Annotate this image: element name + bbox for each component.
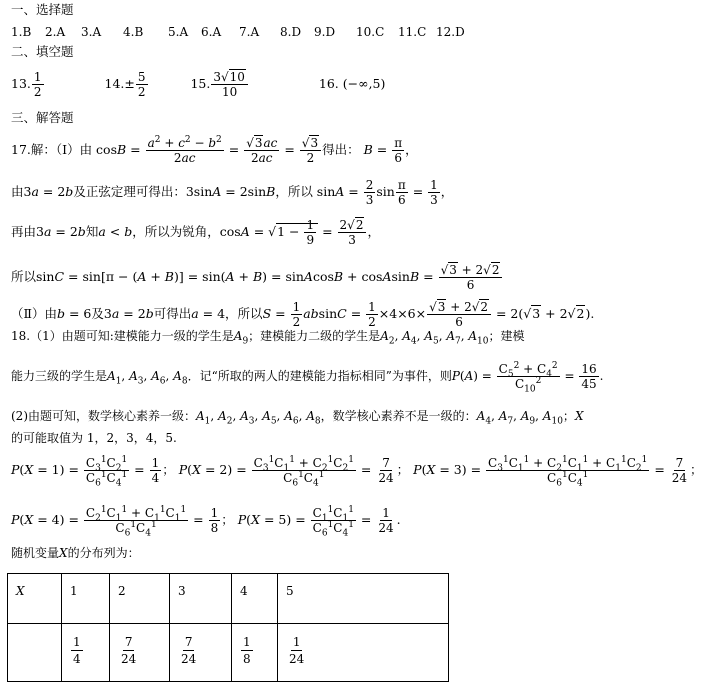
table-prob-row [8,624,449,682]
table-cell: 3 [170,574,232,624]
distribution-table [7,573,449,682]
q17-line-3: 再由3a = 2b知a < b，所以为锐角，cosA = √1 − $\frac{1}{9}$ = $\frac{2√2}{3}$ ， [11,218,380,247]
answer-9: 9.D [314,25,336,39]
fill-14-value: $\frac{5}{2}$ [137,70,146,99]
section-choice-heading: 一、选择题 [11,2,74,17]
answer-1: 1.B [11,25,32,39]
table-cell: $\frac{1}{4}$ [62,624,110,682]
table-header-row [8,574,449,624]
q17-part-2: （Ⅱ）由b = 6及3a = 2b可得出a = 4，所以S = $\frac{1}{2}$ absinC = $\frac{1}{2}$ ×4×6× $\frac{√3 + 2√2}{6}$ = 2(√3 + 2√2). [11,300,595,329]
q18-line-1: 18.（1）由题可知:建模能力一级的学生是$A_9$；建模能力二级的学生是$A_2$, $A_4$, $A_5$, $A_7$, $A_{10}$；建模 [11,329,525,347]
q18-part-2-line-1: (2)由题可知，数学核心素养一级：$A_1$, $A_2$, $A_3$, $A_5$, $A_6$, $A_8$，数学核心素养不是一级的：$A_4$, $A_7$, $A_9$, $A_{10}$；X [11,409,584,427]
fill-16-label: 16. [318,76,339,91]
q17-line-1: 17.解：（Ⅰ）由 cosB = $\frac{a^2 + c^2 - b^2}{2ac}$ = $\frac{√3ac}{2ac}$ = $\frac{√3}{2}$ 得出： B = $\frac{\pi}{6}$ ， [11,135,418,165]
fill-15-value: $\frac{3√10}{10}$ [211,70,248,99]
answer-7: 7.A [239,25,260,39]
distribution-caption: 随机变量X的分布列为： [11,546,140,560]
fill-13-value: $\frac{1}{2}$ [33,70,42,99]
q18-prob-line-1: P(X = 1) = $\frac{C_3^1C_2^1}{C_6^1C_4^1}$ = $\frac{1}{4}$ ； P(X = 2) = $\frac{C_3^1C_1^1 + C_2^1C_2^1}{C_6^1C_4^1}$ = $\frac{7}{24}$ ； P(X = 3) = $\frac{C_3^1C_1^1 + C_2^1C_1^1 + C_1^1C_2^1}{C_6^1C_4^1}$ = $\frac{7}{24}$ ； [11,455,703,489]
section-answer-heading: 三、解答题 [11,110,74,125]
answer-11: 11.C [398,25,427,39]
table-cell: 2 [110,574,170,624]
table-cell: 1 [62,574,110,624]
q17-line-4: 所以sinC = sin[π − (A + B)] = sin(A + B) = sinAcosB + cosAsinB = $\frac{√3 + 2√2}{6}$ [11,263,503,292]
q17-line-2: 由3a = 2b及正弦定理可得出：3sinA = 2sinB，所以 sinA = $\frac{2}{3}$ sin $\frac{\pi}{6}$ = $\frac{1}{3}$ ， [11,178,454,207]
table-cell: 4 [232,574,278,624]
answer-3: 3.A [81,25,102,39]
answer-8: 8.D [280,25,302,39]
choice-answers [11,26,465,38]
table-cell: 5 [278,574,449,624]
answer-6: 6.A [201,25,222,39]
q18-line-2: 能力三级的学生是$A_1$, $A_3$, $A_6$, $A_8$．记“所取的两人的建模能力指标相同”为事件，则P(A) = $\frac{C_5^2 + C_4^2}{C_{10}^2}$ = $\frac{16}{45}$ . [11,361,604,395]
fill-16-value: (−∞,5) [342,76,386,91]
fill-answers: 13. $\frac{1}{2}$ 14.± $\frac{5}{2}$ 15. $\frac{3√10}{10}$ 16. (−∞,5) [11,70,386,99]
table-cell: $\frac{1}{24}$ [278,624,449,682]
q18-part-2-line-2: 的可能取值为 1，2，3，4，5. [11,431,177,445]
table-cell: $\frac{7}{24}$ [170,624,232,682]
answer-4: 4.B [123,25,144,39]
answer-10: 10.C [356,25,385,39]
table-cell: $\frac{1}{8}$ [232,624,278,682]
fill-13-label: 13. [11,76,31,91]
fill-14-label: 14. [104,76,125,91]
table-cell: $\frac{7}{24}$ [110,624,170,682]
table-cell: X [8,574,62,624]
fill-15-label: 15. [190,76,211,91]
table-cell [8,624,62,682]
section-fill-heading: 二、填空题 [11,44,74,59]
q18-prob-line-2: P(X = 4) = $\frac{C_2^1C_1^1 + C_1^1C_1^1}{C_6^1C_4^1}$ = $\frac{1}{8}$ ； P(X = 5) = $\frac{C_1^1C_1^1}{C_6^1C_4^1}$ = $\frac{1}{24}$ . [11,505,401,539]
answer-2: 2.A [45,25,66,39]
answer-12: 12.D [436,25,465,39]
answer-5: 5.A [168,25,189,39]
